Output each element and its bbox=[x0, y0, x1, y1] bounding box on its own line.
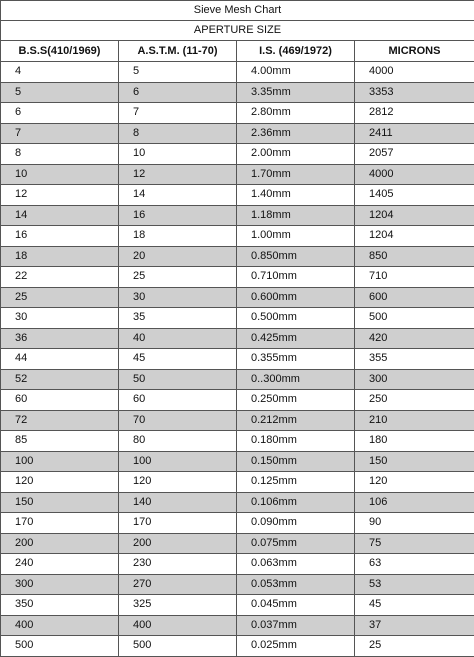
cell-bss: 500 bbox=[1, 636, 119, 657]
cell-astm: 5 bbox=[119, 62, 237, 83]
table-row bbox=[1, 533, 474, 554]
cell-is: 2.36mm bbox=[237, 123, 355, 144]
cell-is: 2.00mm bbox=[237, 144, 355, 165]
table-row bbox=[1, 472, 474, 493]
table-row bbox=[1, 513, 474, 534]
cell-is: 2.80mm bbox=[237, 103, 355, 124]
cell-is: 0.063mm bbox=[237, 554, 355, 575]
cell-astm: 8 bbox=[119, 123, 237, 144]
header-row bbox=[1, 41, 474, 62]
cell-is: 0.025mm bbox=[237, 636, 355, 657]
cell-microns: 150 bbox=[355, 451, 474, 472]
cell-bss: 18 bbox=[1, 246, 119, 267]
cell-astm: 20 bbox=[119, 246, 237, 267]
table-row bbox=[1, 226, 474, 247]
cell-astm: 500 bbox=[119, 636, 237, 657]
cell-astm: 270 bbox=[119, 574, 237, 595]
table-row bbox=[1, 595, 474, 616]
cell-microns: 180 bbox=[355, 431, 474, 452]
cell-is: 1.40mm bbox=[237, 185, 355, 206]
cell-microns: 53 bbox=[355, 574, 474, 595]
cell-astm: 12 bbox=[119, 164, 237, 185]
cell-astm: 60 bbox=[119, 390, 237, 411]
cell-microns: 850 bbox=[355, 246, 474, 267]
cell-microns: 250 bbox=[355, 390, 474, 411]
cell-is: 0.355mm bbox=[237, 349, 355, 370]
cell-microns: 355 bbox=[355, 349, 474, 370]
cell-bss: 100 bbox=[1, 451, 119, 472]
table-row bbox=[1, 328, 474, 349]
cell-is: 0..300mm bbox=[237, 369, 355, 390]
cell-microns: 63 bbox=[355, 554, 474, 575]
cell-microns: 75 bbox=[355, 533, 474, 554]
cell-microns: 25 bbox=[355, 636, 474, 657]
cell-astm: 35 bbox=[119, 308, 237, 329]
cell-microns: 210 bbox=[355, 410, 474, 431]
cell-microns: 1204 bbox=[355, 226, 474, 247]
cell-microns: 2057 bbox=[355, 144, 474, 165]
table-row bbox=[1, 185, 474, 206]
cell-astm: 200 bbox=[119, 533, 237, 554]
cell-is: 0.045mm bbox=[237, 595, 355, 616]
table-row bbox=[1, 492, 474, 513]
cell-astm: 10 bbox=[119, 144, 237, 165]
cell-astm: 400 bbox=[119, 615, 237, 636]
cell-microns: 1204 bbox=[355, 205, 474, 226]
cell-bss: 350 bbox=[1, 595, 119, 616]
cell-microns: 3353 bbox=[355, 82, 474, 103]
cell-microns: 37 bbox=[355, 615, 474, 636]
cell-is: 0.150mm bbox=[237, 451, 355, 472]
cell-bss: 85 bbox=[1, 431, 119, 452]
table-row bbox=[1, 103, 474, 124]
aperture-size-heading: APERTURE SIZE bbox=[1, 21, 474, 41]
cell-astm: 230 bbox=[119, 554, 237, 575]
cell-bss: 16 bbox=[1, 226, 119, 247]
cell-astm: 140 bbox=[119, 492, 237, 513]
cell-microns: 2411 bbox=[355, 123, 474, 144]
cell-astm: 6 bbox=[119, 82, 237, 103]
cell-is: 0.075mm bbox=[237, 533, 355, 554]
cell-is: 3.35mm bbox=[237, 82, 355, 103]
column-header-microns: MICRONS bbox=[355, 41, 474, 62]
table-row bbox=[1, 123, 474, 144]
table-row bbox=[1, 554, 474, 575]
cell-is: 0.037mm bbox=[237, 615, 355, 636]
cell-bss: 150 bbox=[1, 492, 119, 513]
cell-microns: 90 bbox=[355, 513, 474, 534]
table-row bbox=[1, 164, 474, 185]
cell-microns: 600 bbox=[355, 287, 474, 308]
cell-is: 0.180mm bbox=[237, 431, 355, 452]
cell-astm: 14 bbox=[119, 185, 237, 206]
cell-astm: 7 bbox=[119, 103, 237, 124]
table-row bbox=[1, 410, 474, 431]
cell-bss: 44 bbox=[1, 349, 119, 370]
column-header-bss: B.S.S(410/1969) bbox=[1, 41, 119, 62]
cell-astm: 30 bbox=[119, 287, 237, 308]
cell-microns: 420 bbox=[355, 328, 474, 349]
cell-bss: 6 bbox=[1, 103, 119, 124]
title-row bbox=[1, 1, 474, 21]
cell-bss: 300 bbox=[1, 574, 119, 595]
table-title: Sieve Mesh Chart bbox=[1, 1, 474, 21]
cell-is: 0.125mm bbox=[237, 472, 355, 493]
cell-bss: 120 bbox=[1, 472, 119, 493]
cell-is: 0.425mm bbox=[237, 328, 355, 349]
cell-astm: 70 bbox=[119, 410, 237, 431]
cell-microns: 500 bbox=[355, 308, 474, 329]
cell-bss: 72 bbox=[1, 410, 119, 431]
table-row bbox=[1, 349, 474, 370]
cell-bss: 60 bbox=[1, 390, 119, 411]
cell-bss: 170 bbox=[1, 513, 119, 534]
cell-is: 0.500mm bbox=[237, 308, 355, 329]
cell-astm: 170 bbox=[119, 513, 237, 534]
table-body bbox=[1, 62, 474, 657]
cell-bss: 7 bbox=[1, 123, 119, 144]
cell-astm: 18 bbox=[119, 226, 237, 247]
table-row bbox=[1, 636, 474, 657]
cell-microns: 4000 bbox=[355, 62, 474, 83]
cell-is: 1.18mm bbox=[237, 205, 355, 226]
cell-astm: 50 bbox=[119, 369, 237, 390]
cell-is: 1.00mm bbox=[237, 226, 355, 247]
cell-astm: 100 bbox=[119, 451, 237, 472]
cell-astm: 45 bbox=[119, 349, 237, 370]
cell-bss: 4 bbox=[1, 62, 119, 83]
cell-astm: 25 bbox=[119, 267, 237, 288]
cell-microns: 710 bbox=[355, 267, 474, 288]
cell-is: 0.212mm bbox=[237, 410, 355, 431]
cell-bss: 10 bbox=[1, 164, 119, 185]
cell-bss: 200 bbox=[1, 533, 119, 554]
table-row bbox=[1, 246, 474, 267]
cell-is: 0.053mm bbox=[237, 574, 355, 595]
cell-bss: 14 bbox=[1, 205, 119, 226]
table-row bbox=[1, 267, 474, 288]
cell-astm: 40 bbox=[119, 328, 237, 349]
cell-is: 0.600mm bbox=[237, 287, 355, 308]
cell-microns: 45 bbox=[355, 595, 474, 616]
table-row bbox=[1, 308, 474, 329]
cell-is: 0.710mm bbox=[237, 267, 355, 288]
cell-is: 4.00mm bbox=[237, 62, 355, 83]
table-row bbox=[1, 62, 474, 83]
cell-bss: 52 bbox=[1, 369, 119, 390]
table-row bbox=[1, 615, 474, 636]
table-row bbox=[1, 390, 474, 411]
cell-astm: 120 bbox=[119, 472, 237, 493]
cell-microns: 106 bbox=[355, 492, 474, 513]
table-row bbox=[1, 451, 474, 472]
cell-bss: 12 bbox=[1, 185, 119, 206]
cell-microns: 2812 bbox=[355, 103, 474, 124]
subtitle-row bbox=[1, 21, 474, 41]
cell-is: 0.090mm bbox=[237, 513, 355, 534]
table-row bbox=[1, 144, 474, 165]
cell-microns: 4000 bbox=[355, 164, 474, 185]
cell-astm: 16 bbox=[119, 205, 237, 226]
cell-bss: 5 bbox=[1, 82, 119, 103]
cell-bss: 30 bbox=[1, 308, 119, 329]
cell-is: 1.70mm bbox=[237, 164, 355, 185]
table-row bbox=[1, 431, 474, 452]
cell-bss: 240 bbox=[1, 554, 119, 575]
table-row bbox=[1, 82, 474, 103]
column-header-is: I.S. (469/1972) bbox=[237, 41, 355, 62]
cell-is: 0.250mm bbox=[237, 390, 355, 411]
cell-microns: 300 bbox=[355, 369, 474, 390]
cell-bss: 8 bbox=[1, 144, 119, 165]
table-row bbox=[1, 369, 474, 390]
cell-bss: 22 bbox=[1, 267, 119, 288]
table-row bbox=[1, 205, 474, 226]
table-row bbox=[1, 574, 474, 595]
cell-is: 0.850mm bbox=[237, 246, 355, 267]
cell-is: 0.106mm bbox=[237, 492, 355, 513]
cell-bss: 400 bbox=[1, 615, 119, 636]
cell-bss: 25 bbox=[1, 287, 119, 308]
table-row bbox=[1, 287, 474, 308]
cell-astm: 80 bbox=[119, 431, 237, 452]
cell-microns: 1405 bbox=[355, 185, 474, 206]
column-header-astm: A.S.T.M. (11-70) bbox=[119, 41, 237, 62]
cell-astm: 325 bbox=[119, 595, 237, 616]
cell-bss: 36 bbox=[1, 328, 119, 349]
cell-microns: 120 bbox=[355, 472, 474, 493]
